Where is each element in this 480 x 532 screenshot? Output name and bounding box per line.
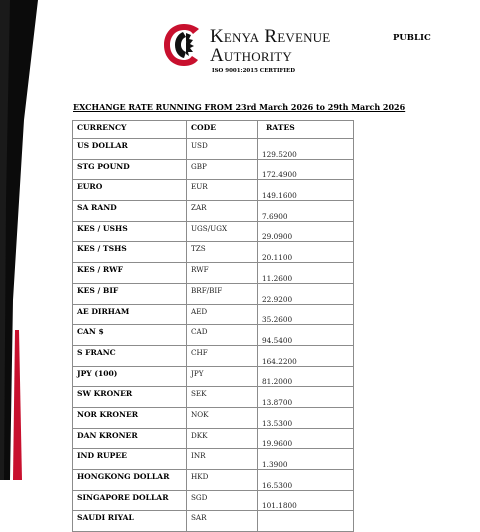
currency-cell: SA RAND — [73, 201, 187, 222]
currency-cell: SAUDI RIYAL — [73, 511, 187, 532]
rate-cell: 94.5400 — [258, 325, 354, 346]
code-cell: INR — [187, 449, 258, 470]
currency-cell: IND RUPEE — [73, 449, 187, 470]
code-cell: BRF/BIF — [187, 283, 258, 304]
rate-cell: 13.5300 — [258, 407, 354, 428]
table-row — [73, 242, 354, 263]
rate-cell: 129.5200 — [258, 139, 354, 160]
table-row — [73, 159, 354, 180]
table-header-row — [73, 121, 354, 139]
currency-cell: KES / RWF — [73, 263, 187, 284]
table-row — [73, 283, 354, 304]
classification-label: PUBLIC — [393, 33, 431, 43]
rate-cell: 20.1100 — [258, 242, 354, 263]
rate-cell: 101.1800 — [258, 490, 354, 511]
currency-cell: JPY (100) — [73, 366, 187, 387]
code-cell: HKD — [187, 470, 258, 491]
table-row — [73, 304, 354, 325]
logo-wordmark — [210, 27, 330, 65]
currency-cell: KES / TSHS — [73, 242, 187, 263]
currency-cell: S FRANC — [73, 345, 187, 366]
rate-cell: 35.2600 — [258, 304, 354, 325]
rate-cell: 149.1600 — [258, 180, 354, 201]
table-row — [73, 221, 354, 242]
table-row — [73, 325, 354, 346]
rate-cell: 1.3900 — [258, 449, 354, 470]
code-cell: AED — [187, 304, 258, 325]
rate-cell: 81.2000 — [258, 366, 354, 387]
table-row — [73, 387, 354, 408]
code-cell: UGS/UGX — [187, 221, 258, 242]
currency-cell: NOR KRONER — [73, 407, 187, 428]
table-row — [73, 366, 354, 387]
table-row — [73, 263, 354, 284]
lion-emblem-icon — [162, 22, 206, 68]
code-cell: JPY — [187, 366, 258, 387]
code-cell: DKK — [187, 428, 258, 449]
rate-cell: 19.9600 — [258, 428, 354, 449]
table-row — [73, 449, 354, 470]
currency-cell: SINGAPORE DOLLAR — [73, 490, 187, 511]
currency-cell: HONGKONG DOLLAR — [73, 470, 187, 491]
currency-cell: STG POUND — [73, 159, 187, 180]
currency-cell: AE DIRHAM — [73, 304, 187, 325]
table-row — [73, 428, 354, 449]
code-cell: ZAR — [187, 201, 258, 222]
table-body — [73, 139, 354, 532]
kra-logo — [162, 22, 342, 68]
currency-cell: DAN KRONER — [73, 428, 187, 449]
table-row — [73, 511, 354, 532]
code-cell: TZS — [187, 242, 258, 263]
table-row — [73, 490, 354, 511]
rate-cell: 22.9200 — [258, 283, 354, 304]
logo-line-2: Authority — [210, 45, 292, 66]
rate-cell — [258, 511, 354, 532]
column-header-rates: RATES — [258, 121, 354, 139]
column-header-currency: CURRENCY — [73, 121, 187, 139]
currency-cell: SW KRONER — [73, 387, 187, 408]
currency-cell: EURO — [73, 180, 187, 201]
code-cell: RWF — [187, 263, 258, 284]
code-cell: SAR — [187, 511, 258, 532]
rate-cell: 164.2200 — [258, 345, 354, 366]
rate-cell: 7.6900 — [258, 201, 354, 222]
decorative-left-stripe — [0, 0, 60, 480]
currency-cell: KES / BIF — [73, 283, 187, 304]
table-row — [73, 201, 354, 222]
column-header-code: CODE — [187, 121, 258, 139]
table-row — [73, 407, 354, 428]
table-row — [73, 180, 354, 201]
code-cell: EUR — [187, 180, 258, 201]
code-cell: USD — [187, 139, 258, 160]
exchange-rate-table — [72, 120, 354, 532]
logo-line-1: Kenya Revenue — [210, 26, 331, 47]
currency-cell: KES / USHS — [73, 221, 187, 242]
table-row — [73, 139, 354, 160]
currency-cell: US DOLLAR — [73, 139, 187, 160]
rate-cell: 13.8700 — [258, 387, 354, 408]
rate-cell: 11.2600 — [258, 263, 354, 284]
code-cell: NOK — [187, 407, 258, 428]
iso-certification: ISO 9001:2015 CERTIFIED — [212, 68, 295, 74]
currency-cell: CAN $ — [73, 325, 187, 346]
rate-cell: 172.4900 — [258, 159, 354, 180]
rate-cell: 16.5300 — [258, 470, 354, 491]
code-cell: SEK — [187, 387, 258, 408]
code-cell: CAD — [187, 325, 258, 346]
table-row — [73, 345, 354, 366]
code-cell: SGD — [187, 490, 258, 511]
code-cell: GBP — [187, 159, 258, 180]
page-title: EXCHANGE RATE RUNNING FROM 23rd March 2026 to 29th March 2026 — [73, 102, 406, 112]
rate-cell: 29.0900 — [258, 221, 354, 242]
code-cell: CHF — [187, 345, 258, 366]
